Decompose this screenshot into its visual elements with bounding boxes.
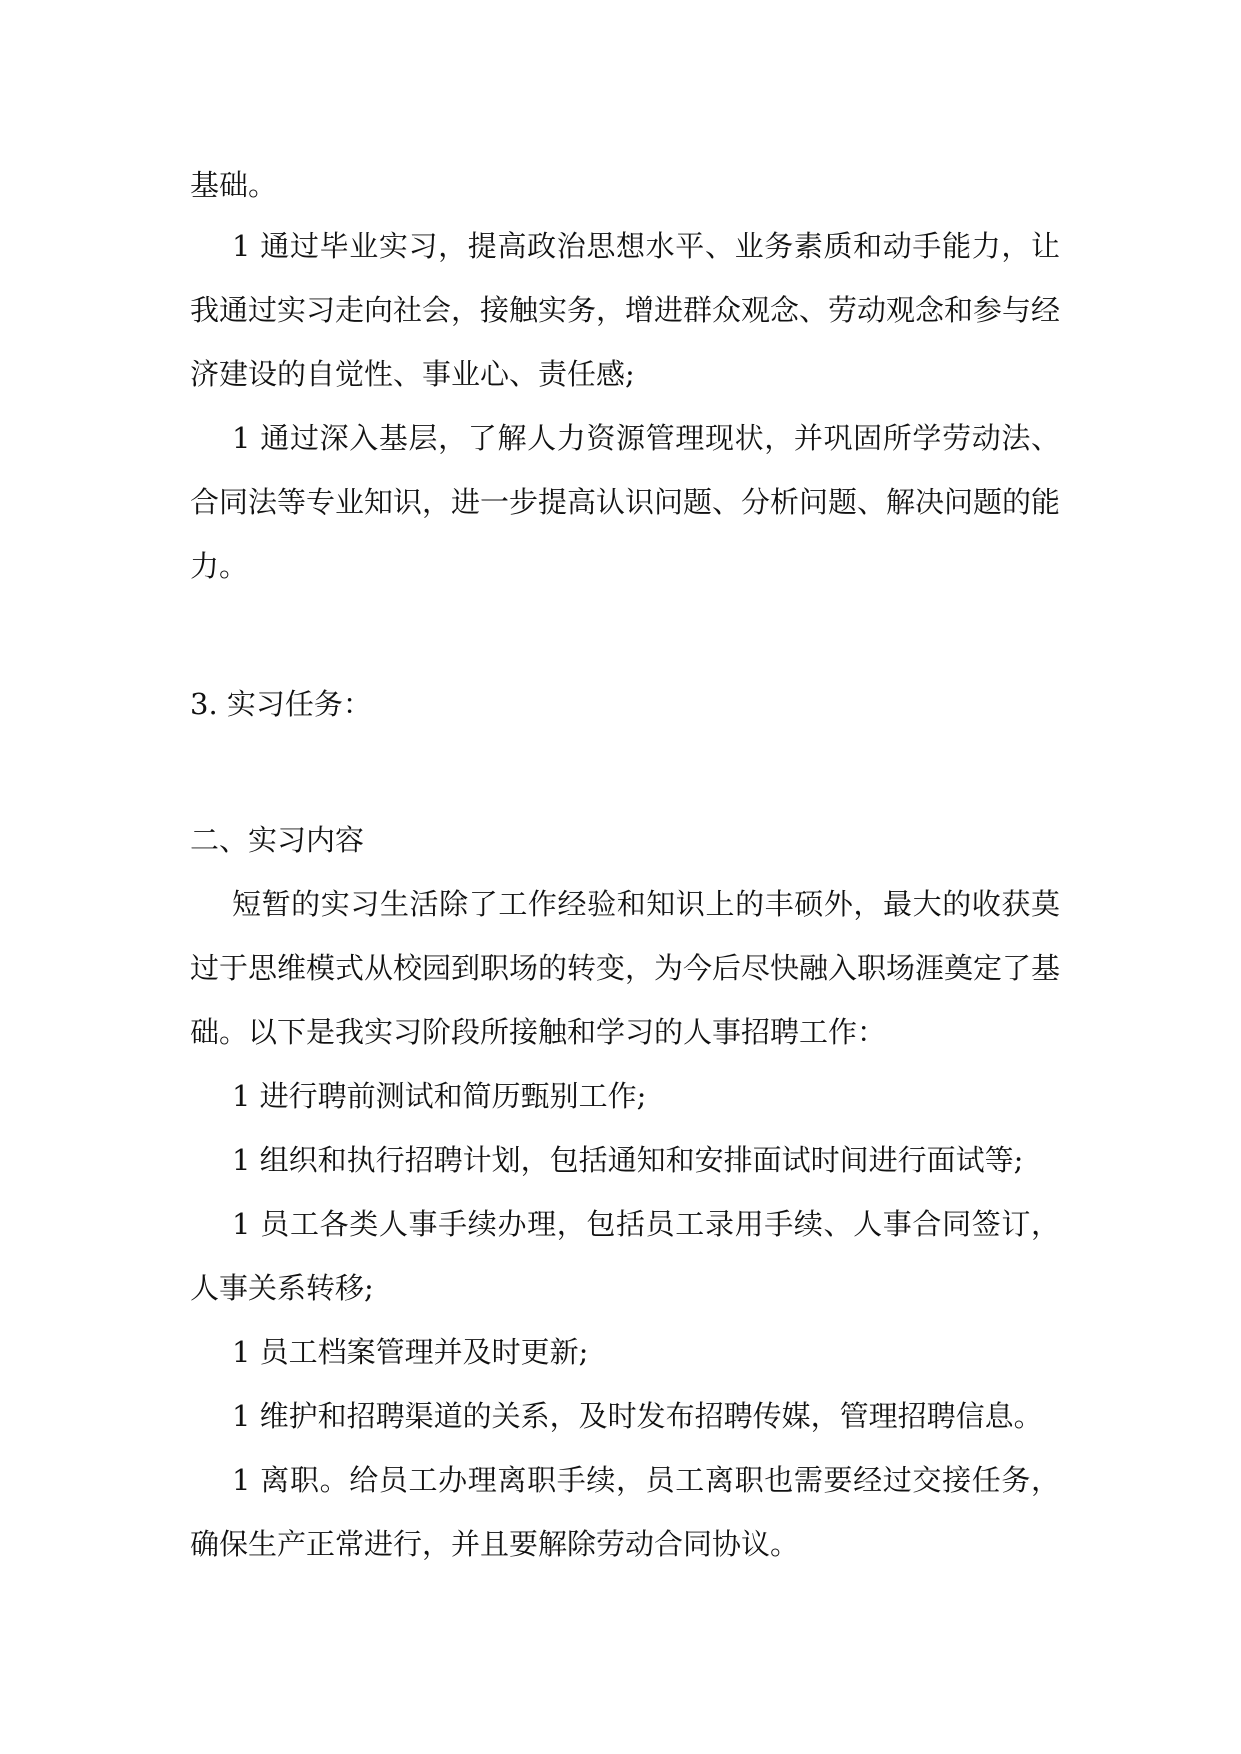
text-line: 我通过实习走向社会，接触实务，增进群众观念、劳动观念和参与经 — [190, 293, 1060, 327]
text-line: 过于思维模式从校园到职场的转变，为今后尽快融入职场涯奠定了基 — [190, 951, 1060, 985]
text-line: 力。 — [190, 549, 249, 583]
list-item: 1 员工档案管理并及时更新; — [232, 1335, 589, 1369]
text-line: 1 通过毕业实习，提高政治思想水平、业务素质和动手能力，让 — [232, 229, 1060, 263]
text-line: 合同法等专业知识，进一步提高认识问题、分析问题、解决问题的能 — [190, 485, 1060, 519]
text-line: 人事关系转移; — [190, 1271, 374, 1305]
text-line: 1 通过深入基层，了解人力资源管理现状，并巩固所学劳动法、 — [232, 421, 1060, 455]
text-line: 济建设的自觉性、事业心、责任感; — [190, 357, 635, 391]
list-item: 1 维护和招聘渠道的关系，及时发布招聘传媒，管理招聘信息。 — [232, 1399, 1043, 1433]
list-item: 1 离职。给员工办理离职手续，员工离职也需要经过交接任务， — [232, 1463, 1060, 1497]
text-line: 短暂的实习生活除了工作经验和知识上的丰硕外，最大的收获莫 — [232, 887, 1060, 921]
section-heading: 3. 实习任务： — [190, 687, 372, 721]
list-item: 1 进行聘前测试和简历甄别工作; — [232, 1079, 647, 1113]
text-line: 确保生产正常进行，并且要解除劳动合同协议。 — [190, 1527, 800, 1561]
list-item: 1 员工各类人事手续办理，包括员工录用手续、人事合同签订， — [232, 1207, 1060, 1241]
text-line: 础。以下是我实习阶段所接触和学习的人事招聘工作： — [190, 1015, 887, 1049]
text-line: 基础。 — [190, 168, 278, 202]
section-heading: 二、实习内容 — [190, 823, 365, 857]
list-item: 1 组织和执行招聘计划，包括通知和安排面试时间进行面试等; — [232, 1143, 1024, 1177]
